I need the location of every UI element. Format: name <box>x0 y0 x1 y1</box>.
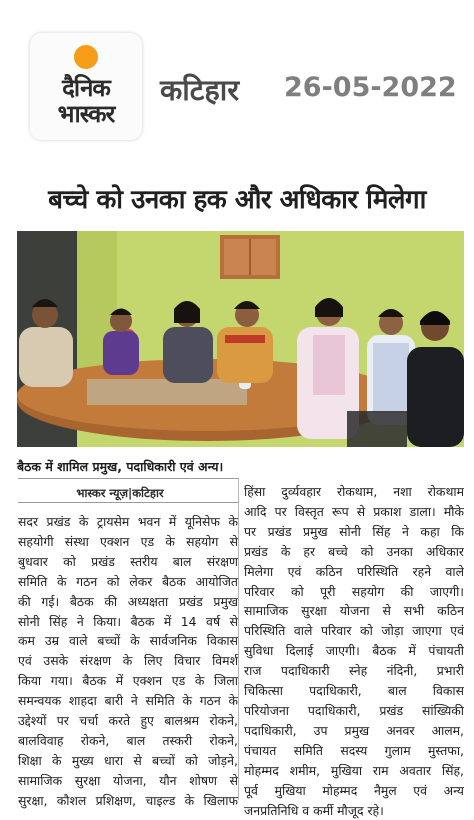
article-line: पर प्रखंड प्रमुख सोनी सिंह ने कहा कि <box>244 522 464 542</box>
article-line: सामाजिक सुरक्षा योजना, यौन शोषण से <box>18 771 238 791</box>
article-line: सोनी सिंह ने किया। बैठक में 14 वर्ष से <box>18 612 238 632</box>
article-line: समन्वयक शाहदा बारी ने समिति के गठन के <box>18 691 238 711</box>
article-line: सुरक्षा, कौशल प्रशिक्षण, चाइल्ड के खिलाफ <box>18 791 238 811</box>
divider-rule <box>18 478 238 479</box>
logo-line-2: भास्कर <box>30 101 142 127</box>
article-line: परिवार को पूरी सहयोग की जाएगी। <box>244 582 464 602</box>
article-line: समिति के गठन को लेकर बैठक आयोजित <box>18 572 238 592</box>
article-line: बालविवाह रोकने, बाल तस्करी रोकने, <box>18 731 238 751</box>
byline: भास्कर न्यूज़|कटिहार <box>0 486 240 501</box>
meeting-photo-illustration <box>17 231 464 447</box>
city-name: कटिहार <box>160 70 239 109</box>
article-line: पदाधिकारी, उप प्रमुख अनवर आलम, <box>244 721 464 741</box>
article-line: मिलेगा एवं कठिन परिस्थिति रहने वाले <box>244 562 464 582</box>
dainik-bhaskar-logo <box>30 33 142 140</box>
article-line: किया गया। बैठक में एक्शन एड के जिला <box>18 671 238 691</box>
article-line: प्रखंड के हर बच्चे को उनका अधिकार <box>244 542 464 562</box>
article-line: चिकित्सा पदाधिकारी, बाल विकास <box>244 681 464 701</box>
article-line: एवं उसके संरक्षण के लिए विचार विमर्श <box>18 651 238 671</box>
photo-caption: बैठक में शामिल प्रमुख, पदाधिकारी एवं अन्य। <box>17 458 223 475</box>
article-line: पूर्व मुखिया मोहम्मद नैमुल एवं अन्य <box>244 781 464 801</box>
article-line: उद्देश्यों पर चर्चा करते हुए बालश्रम रोकने, <box>18 711 238 731</box>
sun-icon <box>74 45 98 69</box>
article-line: बुधवार को प्रखंड स्तरीय बाल संरक्षण <box>18 552 238 572</box>
column-divider <box>238 478 239 800</box>
article-line: हिंसा दुर्व्यवहार रोकथाम, नशा रोकथाम <box>244 482 464 502</box>
publication-date: 26-05-2022 <box>284 72 457 103</box>
headline: बच्चे को उनका हक और अधिकार मिलेगा <box>0 180 474 216</box>
article-line: मोहम्मद शमीम, मुखिया राम अवतार सिंह, <box>244 761 464 781</box>
article-line: परियोजना पदाधिकारी, प्रखंड सांख्यिकी <box>244 701 464 721</box>
article-line: सदर प्रखंड के ट्रायसेम भवन में यूनिसेफ के <box>18 512 238 532</box>
article-line: सुविधा दिलाई जाएगी। बैठक में पंचायती <box>244 641 464 661</box>
meeting-photo <box>17 231 464 447</box>
article-line: जनप्रतिनिधि व कर्मी मौजूद रहे। <box>244 801 464 820</box>
divider-rule <box>18 502 238 503</box>
article-line: सहयोगी संस्था एक्शन एड के सहयोग से <box>18 532 238 552</box>
article-line: परिस्थिति वाले परिवार को जोड़ा जाएगा एवं <box>244 621 464 641</box>
article-line: की गई। बैठक की अध्यक्षता प्रखंड प्रमुख <box>18 592 238 612</box>
article-line: शिक्षा के मुख्य धारा से बच्चों को जोड़ने, <box>18 751 238 771</box>
article-line: सामाजिक सुरक्षा योजना से सभी कठिन <box>244 601 464 621</box>
article-line: पंचायत समिति सदस्य गुलाम मुस्तफा, <box>244 741 464 761</box>
article-column-left <box>18 512 238 811</box>
article-line: कम उम्र वाले बच्चों के सार्वजनिक विकास <box>18 631 238 651</box>
article-line: आदि पर विस्तृत रूप से प्रकाश डाला। मौके <box>244 502 464 522</box>
article-column-right <box>244 482 464 820</box>
article-line: राज पदाधिकारी स्नेह नंदिनी, प्रभारी <box>244 661 464 681</box>
logo-line-1: दैनिक <box>30 75 142 101</box>
